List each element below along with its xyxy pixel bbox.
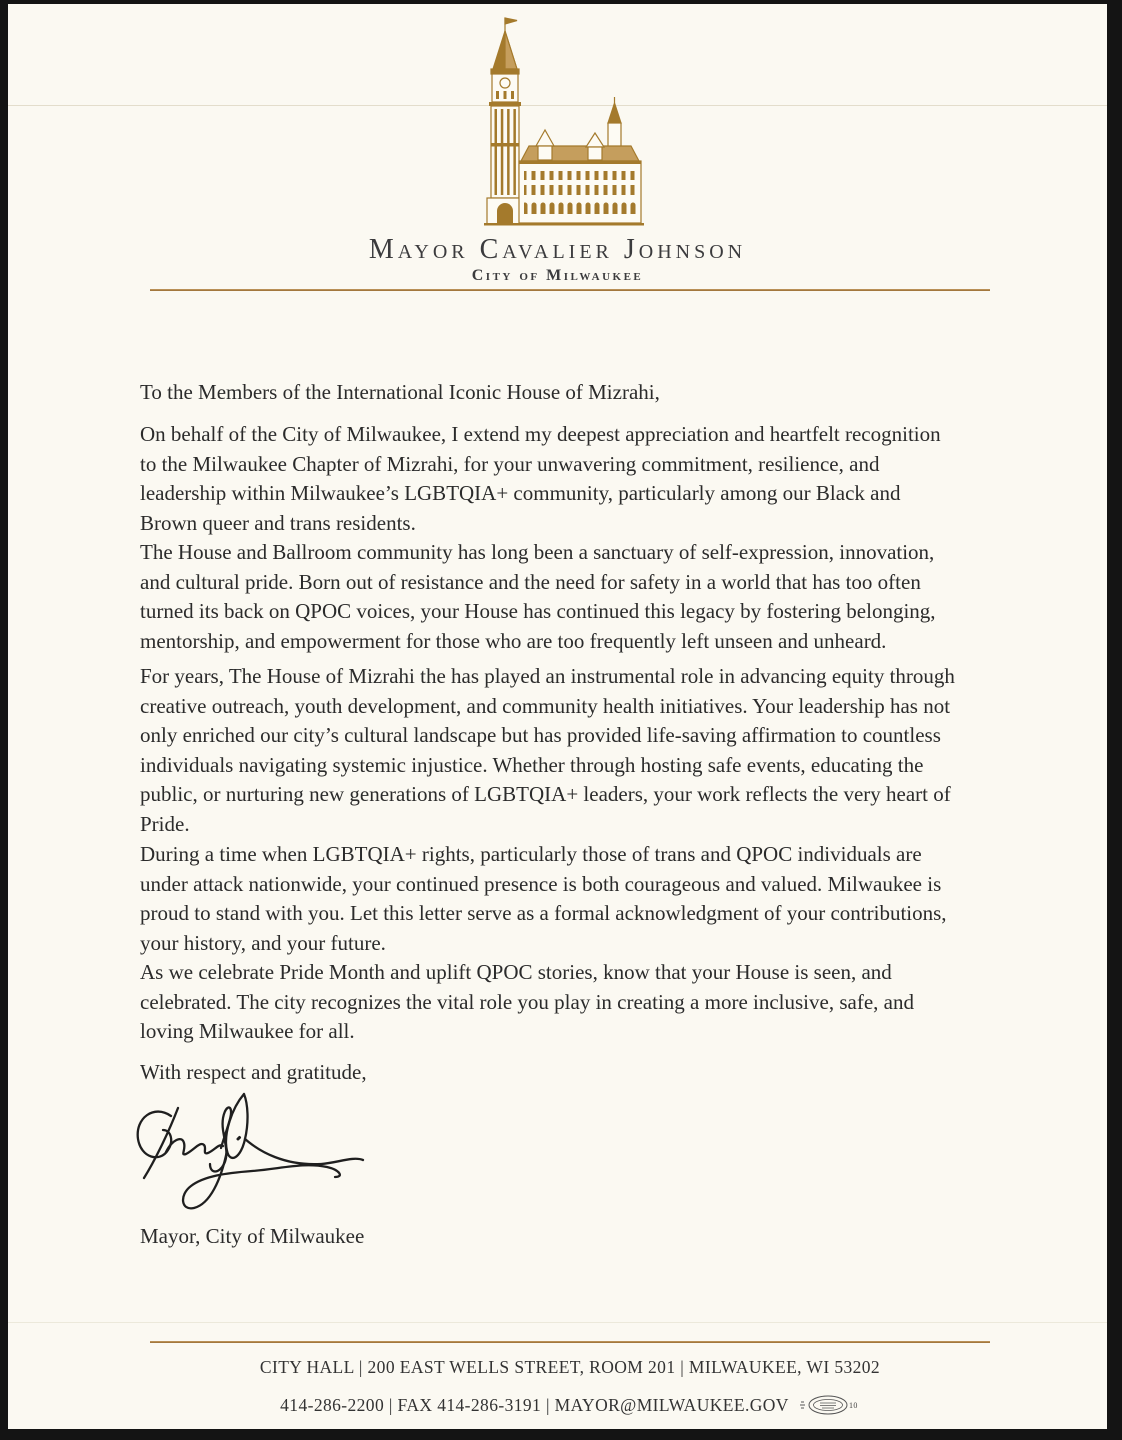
footer-contact-text: 414-286-2200 | FAX 414-286-3191 | MAYOR@MILWAUKEE.GOV [280, 1395, 789, 1415]
letter-paper [8, 4, 1107, 1429]
footer-address: CITY HALL | 200 EAST WELLS STREET, ROOM 201 | MILWAUKEE, WI 53202 [259, 1357, 881, 1377]
signer-title: Mayor, City of Milwaukee [140, 1224, 365, 1248]
salutation: To the Members of the International Iconic House of Mizrahi, [140, 380, 660, 404]
mayor-name-heading: Mayor Cavalier Johnson [368, 234, 747, 265]
header-rule [150, 289, 990, 291]
footer-rule [150, 1341, 990, 1343]
city-subtitle: City of Milwaukee [471, 267, 644, 284]
paragraph: For years, The House of Mizrahi the has played an instrumental role in advancing equity through creative outreach, youth development, and community health initiatives. Your leadership has not only enriched our city’s cultural landscape but has provided life-saving affirmation to countless individuals navigating systemic injustice. Whether through hosting safe events, educating the public, or nurturing new generations of LGBTQIA+ leaders, your work reflects the very heart of Pride. [140, 664, 955, 836]
handwritten-signature [122, 1086, 372, 1226]
scan-crease [8, 1322, 1107, 1323]
paragraph: The House and Ballroom community has long been a sanctuary of self-expression, innovation, and cultural pride. Born out of resistance and the need for safety in a world that has too often turned its back on QPOC voices, your House has continued this legacy by fostering belonging, mentorship, and empowerment for those who are too frequently left unseen and unheard. [140, 540, 936, 653]
closing-line: With respect and gratitude, [140, 1060, 367, 1084]
union-label-number: 10 [848, 1401, 858, 1410]
union-printing-label-icon [798, 1392, 860, 1423]
paragraph: As we celebrate Pride Month and uplift QPOC stories, know that your House is seen, and celebrated. The city recognizes the vital role you play in creating a more inclusive, safe, and loving Milwaukee for all. [140, 960, 914, 1043]
paragraph: On behalf of the City of Milwaukee, I extend my deepest appreciation and heartfelt recognition to the Milwaukee Chapter of Mizrahi, for your unwavering commitment, resilience, and leadership within Milwaukee’s LGBTQIA+ community, particularly among our Black and Brown queer and trans residents. [140, 422, 941, 535]
paragraph: During a time when LGBTQIA+ rights, particularly those of trans and QPOC individuals are under attack nationwide, your continued presence is both courageous and valued. Milwaukee is proud to stand with you. Let this letter serve as a formal acknowledgment of your contributions, your history, and your future. [140, 842, 947, 955]
city-hall-building-icon [448, 15, 668, 235]
footer-contact [150, 1392, 990, 1423]
